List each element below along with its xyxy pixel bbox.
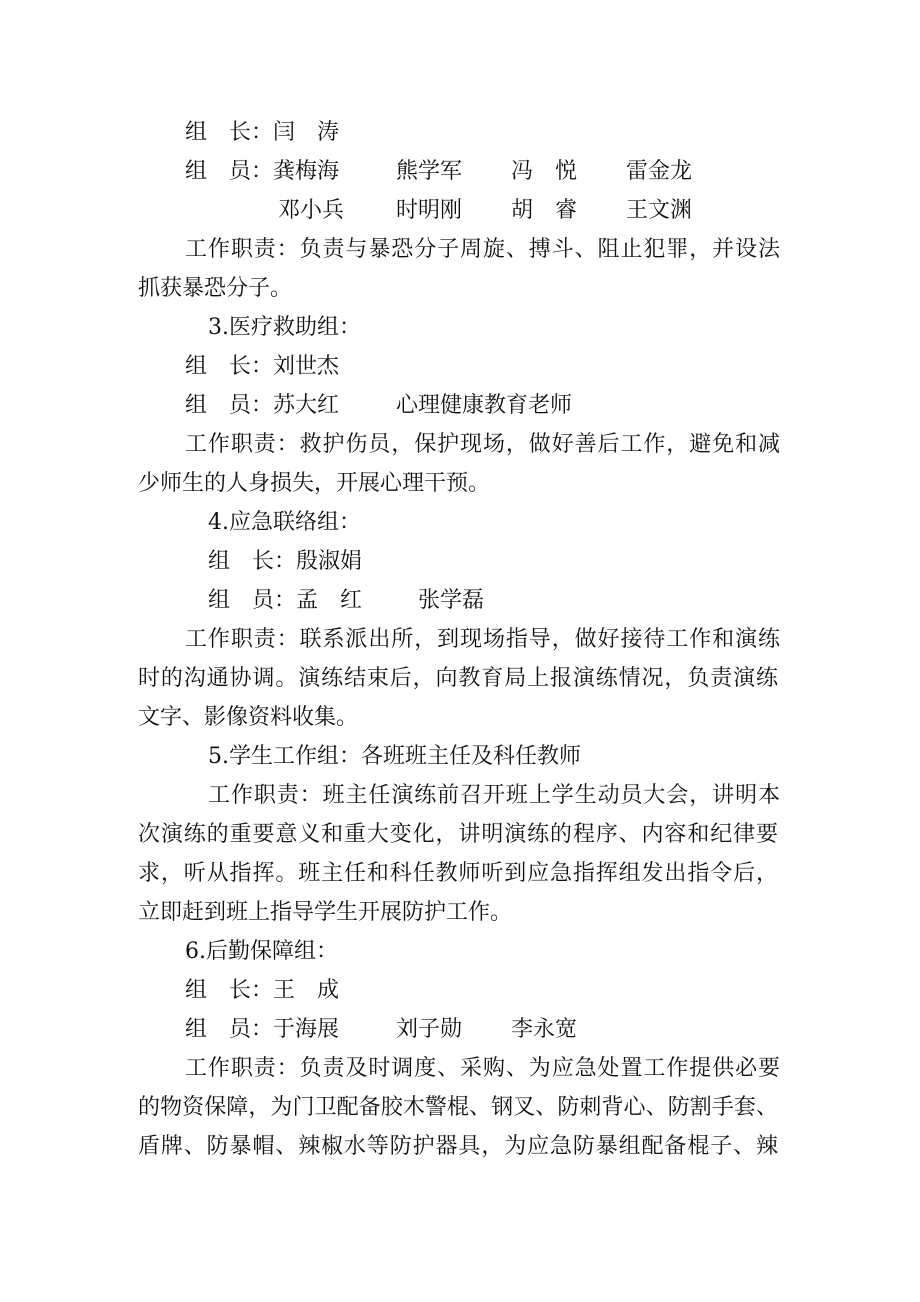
section3-members [185,387,835,425]
member-name: 王文渊 [626,198,693,223]
section6-members [185,1011,835,1049]
section6-duty-line1: 工作职责：负责及时调度、采购、为应急处置工作提供必要 [185,1056,780,1081]
section2-leader: 组 长：闫 涛 [185,120,340,145]
member-name: 冯 悦 [511,159,578,184]
member-name: 刘子勋 [396,1017,463,1042]
section3-title: 3.医疗救助组： [208,315,361,340]
section5-duty-line3: 求，听从指挥。班主任和科任教师听到应急指挥组发出指令后， [138,861,778,886]
section5-duty-line1: 工作职责：班主任演练前召开班上学生动员大会，讲明本 [208,783,780,808]
member-name: 张学磊 [418,588,485,613]
member-name: 李永宽 [511,1017,578,1042]
member-name: 组 员：孟 红 [208,588,363,613]
section6-duty-line3: 盾牌、防暴帽、辣椒水等防护器具，为应急防暴组配备棍子、辣 [138,1134,778,1159]
section2-duty-line2: 抓获暴恐分子。 [138,276,293,301]
member-name: 雷金龙 [626,159,693,184]
member-name: 心理健康教育老师 [396,393,573,418]
member-name: 组 员：苏大红 [185,393,340,418]
member-name: 邓小兵 [278,198,345,223]
section3-duty-line2: 少师生的人身损失，开展心理干预。 [138,471,491,496]
section6-leader: 组 长：王 成 [185,978,340,1003]
member-name: 熊学军 [396,159,463,184]
section4-title: 4.应急联络组： [208,510,361,535]
section3-duty-line1: 工作职责：救护伤员，保护现场，做好善后工作，避免和减 [185,432,780,457]
section5-duty-line2: 次演练的重要意义和重大变化，讲明演练的程序、内容和纪律要 [138,822,778,847]
section2-duty-line1: 工作职责：负责与暴恐分子周旋、搏斗、阻止犯罪，并设法 [185,237,780,262]
section3-leader: 组 长：刘世杰 [185,354,340,379]
section4-duty-line3: 文字、影像资料收集。 [138,705,359,730]
member-name: 组 员：于海展 [185,1017,340,1042]
member-name: 组 员：龚梅海 [185,159,340,184]
section6-title: 6.后勤保障组： [185,939,338,964]
member-name: 胡 睿 [511,198,578,223]
section4-leader: 组 长：殷淑娟 [208,549,363,574]
section2-members-line2 [278,192,920,230]
section4-duty-line1: 工作职责：联系派出所，到现场指导，做好接待工作和演练 [185,627,780,652]
section5-title: 5.学生工作组：各班班主任及科任教师 [208,744,581,769]
section6-duty-line2: 的物资保障，为门卫配备胶木警棍、钢叉、防刺背心、防割手套、 [138,1095,778,1120]
section5-duty-line4: 立即赶到班上指导学生开展防护工作。 [138,900,513,925]
section4-members [208,582,858,620]
member-name: 时明刚 [396,198,463,223]
section2-members-line1 [185,153,835,191]
section4-duty-line2: 时的沟通协调。演练结束后，向教育局上报演练情况，负责演练 [138,666,778,691]
